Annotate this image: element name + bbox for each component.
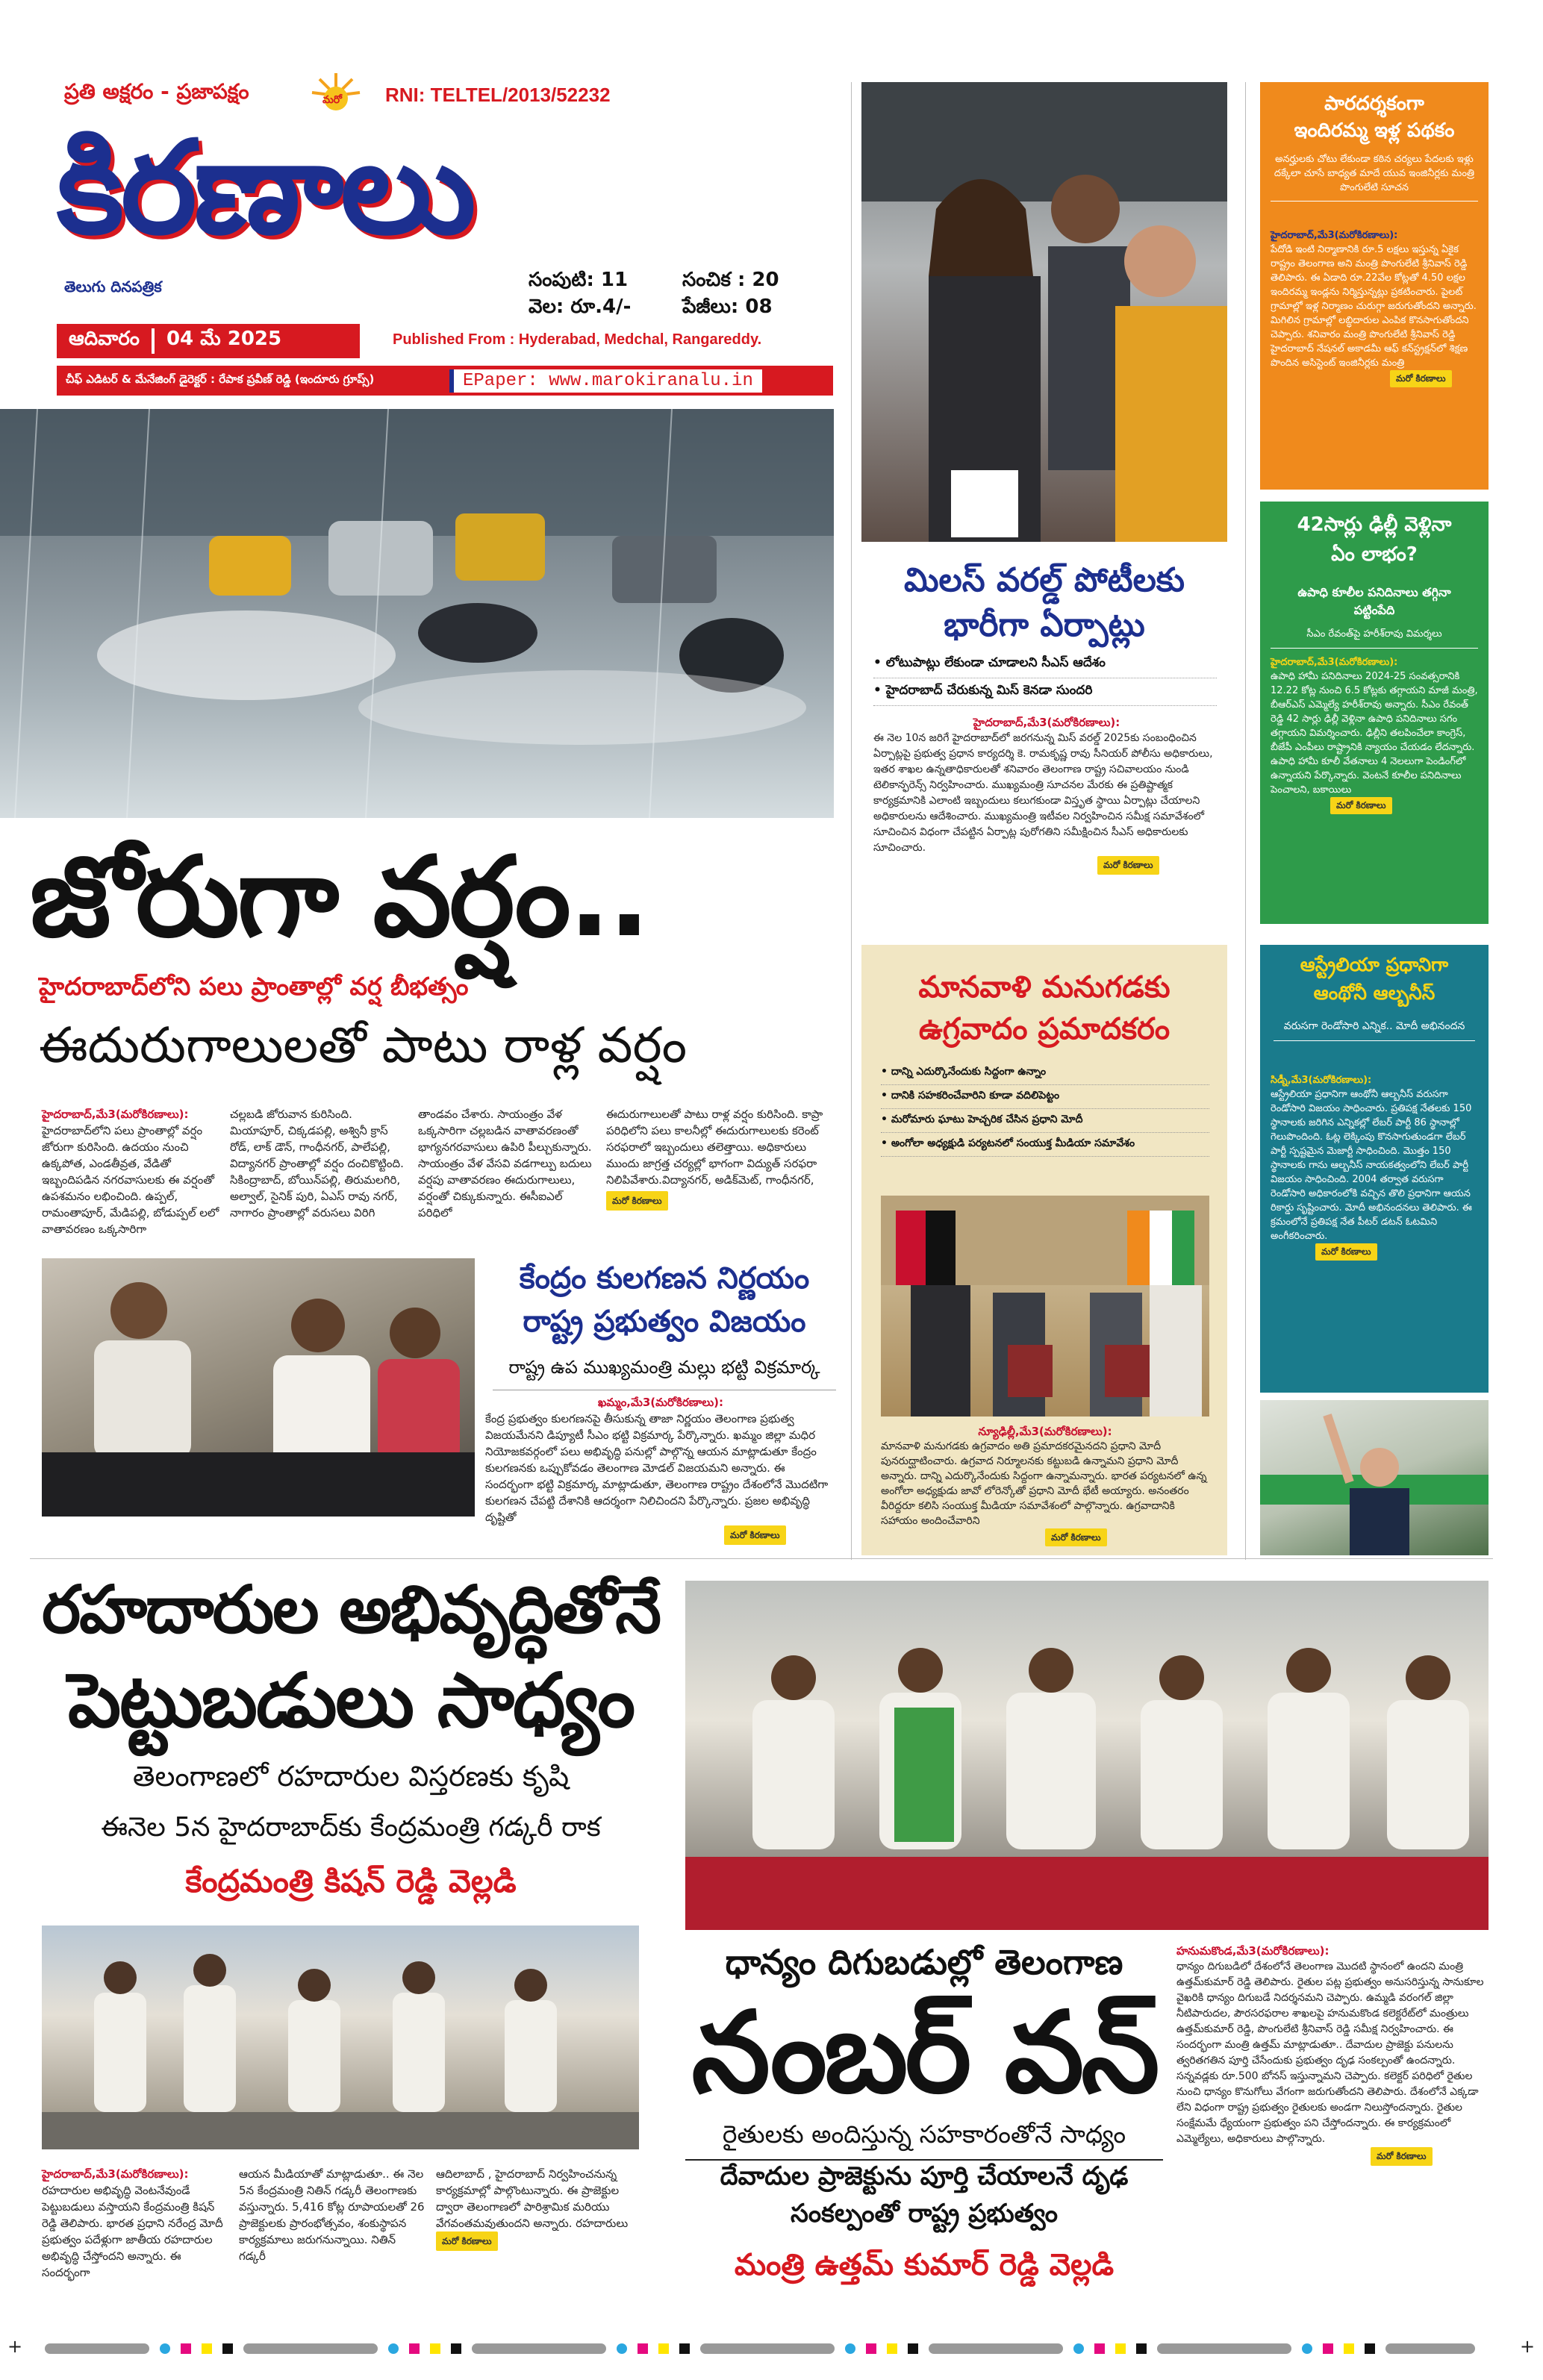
aus-text: ఆస్ట్రేలియా ప్రధానిగా ఆంథోనీ ఆల్బనీస్ వరుసగా రెండోసారి విజయం సాధించారు. ప్రతిపక్ష నేతలకు 150 స్థానాలకు జరిగిన ఎన్నికల్లో లేబర్ పార్టీ 86 స్థానాల్లో గెలుపొందింది. ఓట్ల లెక్కింపు కొనసాగుతుండగా లేబర్ పార్టీ స్పష్టమైన మెజార్టీ సాధించింది. మొత్తం 150 స్థానాలకు గాను ఆల్బనీస్ నాయకత్వంలోని లేబర్ పార్టీ విజయం సాధించింది. 2004 తర్వాత వరుసగా రెండోసారి అధికారంలోకి వచ్చిన తొలి ప్రధానిగా ఆయన రికార్డు సృష్టించారు. మోదీ అభినందనలు తెలిపారు. ఈ క్రమంలోనే ప్రతిపక్ష నేత పీటర్ డటన్ ఓటమిని అంగీకరించారు. [1271, 1089, 1472, 1242]
rain-text-1: హైదరాబాద్‌లోని పలు ప్రాంతాల్లో వర్షం జోరుగా కురిసింది. ఉదయం నుంచి ఉక్కపోత, ఎండతీవ్రత, వేడితో ఇబ్బందిపడిన నగరవాసులకు ఈ వర్షంతో ఉపశమనం లభించింది. ఉప్పల్, రామంతాపూర్, మేడిపల్లి, బోడుప్పల్ లలో వాతావరణం ఒక్కసారిగా [42, 1124, 219, 1236]
delhi-tag: మరో కిరణాలు [1330, 797, 1392, 814]
grain-dateline: హనుమకొండ,మే3(మరోకిరణాలు): [1176, 1944, 1330, 1958]
miss-body [873, 715, 1220, 875]
manavali-headline-1: మానవాళి మనుగడకు [918, 970, 1171, 1005]
rain-col-2 [230, 1106, 409, 1221]
miss-tag: మరో కిరణాలు [1097, 856, 1159, 875]
roads-photo [42, 1925, 639, 2149]
rain-tag: మరో కిరణాలు [606, 1191, 668, 1211]
aus-headline-1: ఆస్ట్రేలియా ప్రధానిగా [1300, 954, 1449, 975]
grain-text: ధాన్యం దిగుబడిలో దేశంలోనే తెలంగాణ మొదటి స్థానంలో ఉందని మంత్రి ఉత్తమ్‌కుమార్ రెడ్డి తెలిపారు. రైతుల పట్ల ప్రభుత్వం అనుసరిస్తున్న సానుకూల వైఖరికి ధాన్యం దిగుబడే నిదర్శనమని చెప్పారు. ఉమ్మడి వరంగల్ జిల్లా నీటిపారుదల, పౌరసరఫరాల శాఖలపై హనుమకొండ కలెక్టరేట్‌లో మంత్రులు ఉత్తమ్‌కుమార్ రెడ్డి, పొంగులేటి శ్రీనివాస్ రెడ్డి సమీక్ష నిర్వహించారు. ఈ సందర్భంగా మంత్రి ఉత్తమ్ మాట్లాడుతూ.. దేవాదుల ప్రాజెక్టు పనులను త్వరితగతిన పూర్తి చేసేందుకు ప్రభుత్వం దృఢ సంకల్పంతో ఉందన్నారు. సన్నవడ్లకు రూ.500 బోనస్ ఇస్తున్నామని చెప్పారు. కలెక్టర్ పరిధిలో రైతుల నుంచి ధాన్యం కొనుగోలు వేగంగా జరుగుతోందని తెలిపారు. దేశంలోనే ఎక్కడా లేని విధంగా రాష్ట్ర ప్రభుత్వం రైతులకు అండగా నిలుస్తోందన్నారు. రైతుల సంక్షేమమే ధ్యేయంగా ప్రభుత్వం పని చేస్తోందన్నారు. ఈ కార్యక్రమంలో ఎమ్మెల్యేలు, అధికారులు పాల్గొన్నారు. [1176, 1961, 1484, 2145]
manavali-tag: మరో కిరణాలు [1045, 1528, 1107, 1546]
manavali-body [881, 1424, 1209, 1546]
roads-text-1: రహదారుల అభివృద్ధి వెంటనేవుండే పెట్టుబడులు వస్తాయని కేంద్రమంత్రి కిషన్ రెడ్డి తెలిపారు. భారత ప్రధాని నరేంద్ర మోదీ ప్రభుత్వం పదేళ్లుగా జాతీయ రహదారుల అభివృద్ధి చేస్తోందని అన్నారు. ఈ సందర్భంగా [42, 2184, 223, 2279]
registration-bar [0, 2334, 1543, 2364]
column-divider [1245, 82, 1246, 1560]
rain-headline: జోరుగా వర్షం.. [30, 833, 649, 961]
rain-subheadline-1: హైదరాబాద్‌లోని పలు ప్రాంతాల్లో వర్ష బీభత్సం [39, 972, 469, 1001]
grain-photo [685, 1581, 1489, 1930]
grain-tag: మరో కిరణాలు [1371, 2147, 1433, 2166]
grain-headline-2: నంబర్ వన్ [691, 1988, 1157, 2118]
logo-small-text: మరో [322, 94, 343, 106]
miss-headline-2: భారీగా ఏర్పాట్లు [944, 606, 1145, 644]
published-from: Published From : Hyderabad, Medchal, Rangareddy. [393, 331, 762, 348]
modi-photo [881, 1196, 1209, 1417]
delhi-text: ఉపాధి హామీ పనిదినాలు 2024-25 సంవత్సరానికి 12.22 కోట్ల నుంచి 6.5 కోట్లకు తగ్గాయని మాజీ మంత్రి, బీఆర్‌ఎస్ ఎమ్మెల్యే హరీశ్‌రావు అన్నారు. సీఎం రేవంత్ రెడ్డి 42 సార్లు ఢిల్లీ వెళ్లినా ఉపాధి పనిదినాలు సగం తగ్గాయని విమర్శించారు. ఢిల్లీని తలపించేలా కాంగ్రెస్, బీజేపీ ఎంపీలు రాష్ట్రానికి న్యాయం చేయడం లేదన్నారు. ఉపాధి హామీ కూలీ వేతనాలు 4 నెలలుగా పెండింగ్‌లో ఉన్నాయని పేర్కొన్నారు. వెంటనే కూలీల పనిదినాలు పెంచాలని, బకాయిలు [1271, 671, 1478, 796]
pages: పేజీలు: 08 [682, 296, 773, 318]
census-headline-1: కేంద్రం కులగణన నిర్ణయం [519, 1261, 810, 1296]
rain-col-1 [42, 1106, 221, 1237]
indira-subheadline: అనర్హులకు చోటు లేకుండా కఠిన చర్యలు పేదలకు ఇళ్లు దక్కేలా చూసే బాధ్యత మాదే యువ ఇంజినీర్లకు మంత్రి పొంగులేటి సూచన [1271, 152, 1478, 202]
crosshair-icon: + [1520, 2336, 1536, 2357]
rni: RNI: TELTEL/2013/52232 [385, 84, 611, 106]
aus-subheadline: వరుసగా రెండోసారి ఎన్నిక.. మోదీ అభినందన [1274, 1018, 1475, 1041]
census-subheadline: రాష్ట్ర ఉప ముఖ్యమంత్రి మల్లు భట్టి విక్రమార్క [493, 1357, 836, 1390]
delhi-box [1260, 502, 1489, 924]
delhi-body [1271, 655, 1478, 814]
indira-body [1271, 228, 1478, 387]
roads-headline-2: పెట్టుబడులు సాధ్యం [67, 1657, 635, 1744]
miss-text: ఈ నెల 10న జరిగే హైదరాబాద్‌లో జరగనున్న మిస్ వరల్డ్ 2025కు సంబంధించిన ఏర్పాట్లపై ప్రభుత్వ ప్రధాన కార్యదర్శి కె. రామకృష్ణ రావు సీనియర్ పోలీసు అధికారులు, ఇతర శాఖల ఉన్నతాధికారులతో శనివారం తెలంగాణ రాష్ట్ర సచివాలయం నుండి టెలికాన్ఫరెన్స్ నిర్వహించారు. ముఖ్యమంత్రి సూచనల మేరకు ఈ ప్రతిష్టాత్మక కార్యక్రమానికి ఎలాంటి ఇబ్బందులు కలుగకుండా విస్తృత స్థాయి ఏర్పాట్లు చేయాలని అధికారులను ఆదేశించారు. ముఖ్యమంత్రి ఇటీవల నిర్వహించిన సమీక్ష సమావేశంలో సూచించిన విధంగా చేపట్టిన ఏర్పాట్ల పురోగతిని సమీక్షించిన సీఎస్ అధికారులకు సూచించారు. [873, 732, 1213, 854]
day: ఆదివారం [69, 328, 140, 350]
delhi-headline-1: 42సార్లు ఢిల్లీ వెళ్లినా [1297, 513, 1452, 536]
delhi-dateline: హైదరాబాద్,మే3(మరోకిరణాలు): [1271, 657, 1398, 668]
rain-col-4 [606, 1106, 830, 1211]
aus-body [1271, 1073, 1478, 1261]
rain-text-2: చల్లబడి జోరువాన కురిసింది. మియాపూర్, చిక్కడపల్లి, అశ్వినీ క్రాస్ రోడ్, లాక్ డౌన్, గాంధీనగర్, పాలేపల్లి, విద్యానగర్ ప్రాంతాల్లో వర్షం దంచికొట్టింది. సికింద్రాబాద్, బోయిన్‌పల్లి, తిరుమలగిరి, అల్వాల్, సైనిక్ పురి, ఏఎస్ రావు నగర్, నాగారం ప్రాంతాల్లో వరుసలు విరిగి [230, 1108, 404, 1219]
miss-dateline: హైదరాబాద్,మే3(మరోకిరణాలు): [973, 716, 1120, 729]
census-dateline: ఖమ్మం,మే3(మరోకిరణాలు): [597, 1396, 724, 1409]
indira-box [1260, 82, 1489, 490]
color-strip [45, 2343, 1500, 2354]
rain-dateline: హైదరాబాద్,మే3(మరోకిరణాలు): [42, 1108, 189, 1121]
miss-bullet-2: • హైదరాబాద్ చేరుకున్న మిస్ కెనడా సుందరి [873, 678, 1217, 706]
aus-tag: మరో కిరణాలు [1315, 1243, 1377, 1261]
section-divider [30, 1558, 1493, 1559]
grain-body [1176, 1943, 1490, 2166]
indira-headline-2: ఇందిరమ్మ ఇళ్ల పథకం [1294, 119, 1455, 142]
volume: సంపుటి: 11 [529, 269, 629, 291]
rain-photo [0, 409, 834, 818]
rain-text-3: తాండవం చేశారు. సాయంత్రం వేళ ఒక్కసారిగా చల్లబడిన వాతావరణంతో భాగ్యనగరవాసులు ఉపిరి పీల్చుకున్నారు. సాయంత్రం వేళ వేసవి వడగాల్పు బదులు వర్షపు వాతావరణం ఈదురుగాలులు, వర్షంతో చిక్కుకున్నారు. ఈసీఐఎల్ పరిధిలో [418, 1108, 592, 1219]
census-text: కేంద్ర ప్రభుత్వం కులగణనపై తీసుకున్న తాజా నిర్ణయం తెలంగాణ ప్రభుత్వ విజయమేనని డిప్యూటీ సీఎం భట్టి విక్రమార్క పేర్కొన్నారు. ఖమ్మం జిల్లా మధిర నియోజకవర్గంలో పలు అభివృద్ధి పనుల్లో పాల్గొన్న ఆయన మాట్లాడుతూ కేంద్రం కులగణనకు ఒప్పుకోవడం తెలంగాణ మోడల్ విజయమని అన్నారు. ఈ సందర్భంగా భట్టి విక్రమార్క మాట్లాడుతూ, తెలంగాణ రాష్ట్రం దేశంలోనే మొదటిగా కులగణన చేపట్టి దేశానికి ఆదర్శంగా నిలిచిందని పేర్కొన్నారు. ప్రజల అభివృద్ధి దృష్టితో [485, 1412, 829, 1524]
indira-headline-1: పారదర్శకంగా [1324, 93, 1424, 115]
census-photo [42, 1258, 475, 1517]
rain-subheadline-2: ఈదురుగాలులతో పాటు రాళ్ల వర్షం [39, 1016, 688, 1074]
aus-box [1260, 945, 1489, 1393]
date: 04 మే 2025 [166, 328, 282, 350]
manavali-box [861, 945, 1227, 1555]
delhi-subheadline-2: సీఎం రేవంత్‌పై హరీశ్‌రావు విమర్శలు [1271, 628, 1478, 649]
grain-subheadline-4: మంత్రి ఉత్తమ్ కుమార్ రెడ్డి వెల్లడి [734, 2248, 1115, 2282]
manavali-bullet-1: • దాన్ని ఎదుర్కొనేందుకు సిద్దంగా ఉన్నాం [881, 1061, 1209, 1085]
indira-text: పేదోడి ఇంటి నిర్మాణానికి రూ.5 లక్షలు ఇస్తున్న ఏకైక రాష్ట్రం తెలంగాణ అని మంత్రి పొంగులేటి శ్రీనివాస్ రెడ్డి తెలిపారు. ఈ ఏడాది రూ.22వేల కోట్లతో 4.50 లక్షల ఇందిరమ్మ ఇండ్లను నిర్మిస్తున్నట్లు ప్రకటించారు. పైలట్ గ్రామాల్లో ఇళ్ల నిర్మాణం చురుగ్గా జరుగుతోందని అన్నారు. మిగిలిన గ్రామాల్లో లబ్ధిదారుల ఎంపిక కొనసాగుతోందని చెప్పారు. శనివారం మంత్రి పొంగులేటి శ్రీనివాస్ రెడ్డి హైదరాబాద్ నేషనల్ అకాడమీ ఆఫ్ కన్‌స్ట్రక్షన్‌లో శిక్షణ పొందిన అసిస్టెంట్ ఇంజినీర్లకు మంత్రి [1271, 244, 1477, 369]
manavali-text: మానవాళి మనుగడకు ఉగ్రవాదం అతి ప్రమాదకరమైనదని ప్రధాని మోదీ పునరుద్ఘాటించారు. ఉగ్రవాద నిర్మూలనకు కట్టుబడి ఉన్నామని ప్రధాని మోదీ అన్నారు. దాన్ని ఎదుర్కొనేందుకు సిద్దంగా ఉన్నామన్నారు. భారత పర్యటనలో ఉన్న అంగోలా అధ్యక్షుడు జావో లోరెన్కోతో ప్రధాని మోదీ భేటీ అయ్యారు. అనంతరం వీరిద్దరూ కలిసి సంయుక్త మీడియా సమావేశంలో పాల్గొన్నారు. ఉగ్రవాదానికి సహాయం అందించేవారిని [881, 1440, 1207, 1527]
delhi-headline-2: ఏం లాభం? [1331, 543, 1418, 566]
aus-dateline: సిడ్నీ,మే3(మరోకిరణాలు): [1271, 1075, 1372, 1086]
column-divider [851, 82, 852, 1560]
grain-subheadline-3: సంకల్పంతో రాష్ట్ర ప్రభుత్వం [791, 2199, 1058, 2228]
grain-subheadline-1: రైతులకు అందిస్తున్న సహకారంతోనే సాధ్యం [685, 2120, 1163, 2161]
epaper[interactable]: EPaper: www.marokiranalu.in [449, 369, 762, 393]
roads-col-2 [239, 2166, 426, 2264]
manavali-bullet-4: • అంగోలా అధ్యక్షుడి పర్యటనలో సంయుక్త మీడియా సమావేశం [881, 1133, 1209, 1157]
manavali-bullet-3: • మరోమారు ఘాటు హెచ్చరిక చేసిన ప్రధాని మోదీ [881, 1109, 1209, 1133]
census-headline-2: రాష్ట్ర ప్రభుత్వం విజయం [523, 1305, 806, 1339]
manavali-headline-2: ఉగ్రవాదం ప్రమాదకరం [918, 1012, 1171, 1046]
roads-col-3 [436, 2166, 645, 2251]
miss-world-photo [861, 82, 1227, 542]
manavali-bullets [881, 1061, 1209, 1157]
delhi-subheadline-1: ఉపాధి కూలీల పనిదినాలు తగ్గినా పట్టింపేది [1297, 585, 1451, 617]
manavali-bullet-2: • దానికి సహకరించేవారిని కూడా వదిలిపెట్టం [881, 1085, 1209, 1109]
sun-logo [309, 70, 363, 115]
logo: కిరణాలు [57, 113, 473, 263]
miss-headline-1: మిలస్ వరల్డ్ పోటీలకు [904, 561, 1185, 599]
slogan: ప్రతి అక్షరం - ప్రజాపక్షం [64, 79, 249, 104]
rain-text-4: ఈదురుగాలులతో పాటు రాళ్ల వర్షం కురిసింది. కాప్రా పరిధిలోని పలు కాలనీల్లో ఈదురుగాలులకు కరెంట్ సరఫరాలో ఇబ్బందులు తలెత్తాయి. అధికారులు ముందు జాగ్రత్త చర్యల్లో భాగంగా విద్యుత్ సరఫరా నిలిపివేశారు.విద్యానగర్, అడిక్‌మెట్, గాంధీనగర్, [606, 1108, 823, 1187]
crosshair-icon: + [7, 2336, 23, 2357]
grain-headline-1: ధాన్యం దిగుబడుల్లో తెలంగాణ [725, 1942, 1123, 1982]
editor: చీఫ్ ఎడిటర్ & మేనేజింగ్ డైరెక్టర్ : రేపాక ప్రవీణ్ రెడ్డి (ఇందూరు గ్రూప్స్) [66, 372, 375, 386]
date-badge [57, 324, 360, 358]
roads-subheadline-3: కేంద్రమంత్రి కిషన్ రెడ్డి వెల్లడి [185, 1863, 517, 1899]
miss-bullet-1: • లోటుపాట్లు లేకుండా చూడాలని సీఎస్ ఆదేశం [873, 651, 1217, 678]
masthead [57, 69, 833, 397]
census-tag: మరో కిరణాలు [724, 1525, 786, 1545]
roads-headline-1: రహదారుల అభివృద్ధితోనే [41, 1571, 661, 1648]
price: వెల: రూ.4/- [529, 296, 632, 318]
roads-col-1 [42, 2166, 228, 2281]
indira-dateline: హైదరాబాద్,మే3(మరోకిరణాలు): [1271, 230, 1398, 241]
subtitle: తెలుగు దినపత్రిక [64, 278, 162, 296]
rain-col-3 [418, 1106, 597, 1221]
roads-dateline: హైదరాబాద్,మే3(మరోకిరణాలు): [42, 2167, 189, 2181]
grain-subheadline-2: దేవాదుల ప్రాజెక్టును పూర్తి చేయాలనే దృఢ [720, 2161, 1129, 2191]
editor-bar [57, 366, 833, 396]
aus-headline-2: ఆంథోనీ ఆల్బనీస్ [1313, 982, 1436, 1004]
albanese-photo [1260, 1400, 1489, 1555]
roads-text-3: ఆదిలాబాద్ , హైదరాబాద్ నిర్వహించనున్న కార్యక్రమాల్లో పాల్గొంటున్నారు. ఈ ప్రాజెక్టుల ద్వారా తెలంగాణలో పారిశ్రామిక మరియు వేగవంతమవుతుందని అన్నారు. రహదారులు [436, 2167, 629, 2230]
roads-text-2: ఆయన మీడియాతో మాట్లాడుతూ.. ఈ నెల 5న కేంద్రమంత్రి నితిన్ గడ్కరీ తెలంగాణకు వస్తున్నారు. 5,416 కోట్ల రూపాయలతో 26 ప్రాజెక్టులకు ప్రారంభోత్సవం, శంకుస్థాపన కార్యక్రమాలు జరుగనున్నాయి. నితిన్ గడ్కరీ [239, 2167, 425, 2263]
roads-subheadline-1: తెలంగాణలో రహదారుల విస్తరణకు కృషి [132, 1760, 570, 1793]
roads-tag: మరో కిరణాలు [436, 2231, 498, 2251]
census-body [485, 1394, 836, 1545]
manavali-dateline: న్యూఢిల్లీ,మే3(మరోకిరణాలు): [978, 1425, 1112, 1438]
issue: సంచిక : 20 [682, 269, 779, 291]
indira-tag: మరో కిరణాలు [1390, 370, 1452, 387]
miss-bullets [873, 651, 1217, 706]
roads-subheadline-2: ఈనెల 5న హైదరాబాద్‌కు కేంద్రమంత్రి గడ్కరీ రాక [101, 1812, 601, 1843]
